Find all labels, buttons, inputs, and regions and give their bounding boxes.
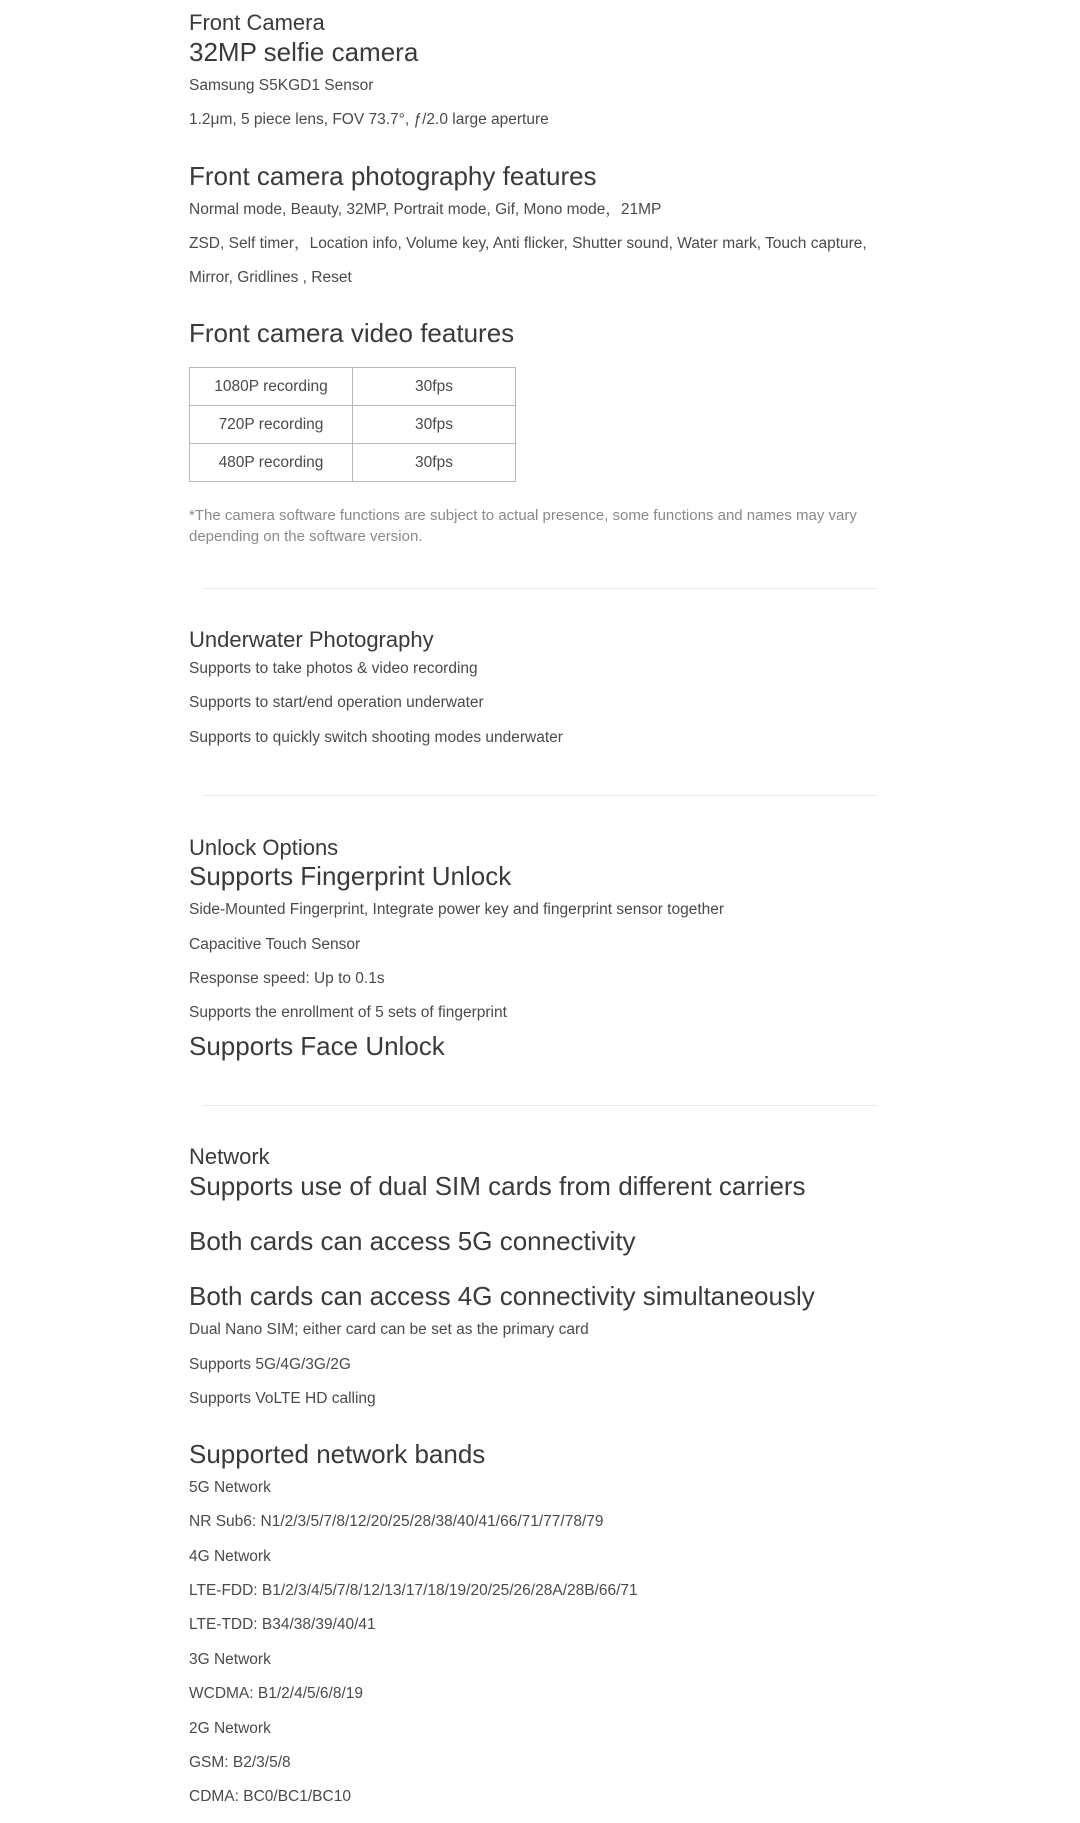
band-line: WCDMA: B1/2/4/5/6/8/19 — [189, 1685, 364, 1702]
camera-disclaimer-note: *The camera software functions are subject to actual presence, some functions and names may vary depending on the software version. — [189, 507, 857, 545]
spec-line: Supports the enrollment of 5 sets of fingerprint — [189, 1004, 507, 1021]
network-bands-heading: Supported network bands — [189, 1439, 486, 1469]
spec-line: Supports VoLTE HD calling — [189, 1390, 376, 1407]
table-cell: 30fps — [353, 444, 516, 482]
band-line: CDMA: BC0/BC1/BC10 — [189, 1788, 351, 1805]
video-features-table — [189, 367, 516, 482]
spec-line: Supports to start/end operation underwater — [189, 694, 484, 711]
band-line: 2G Network — [189, 1720, 271, 1737]
band-line: LTE-TDD: B34/38/39/40/41 — [189, 1616, 376, 1633]
unlock-section-title: Unlock Options — [189, 835, 339, 860]
table-row — [190, 444, 516, 482]
table-cell: 480P recording — [190, 444, 353, 482]
band-line: 3G Network — [189, 1651, 271, 1668]
spec-line: Response speed: Up to 0.1s — [189, 970, 385, 987]
spec-line: Supports to quickly switch shooting modes underwater — [189, 729, 563, 746]
face-unlock-heading: Supports Face Unlock — [189, 1031, 445, 1061]
spec-line: Side-Mounted Fingerprint, Integrate power key and fingerprint sensor together — [189, 901, 725, 918]
table-row — [190, 406, 516, 444]
band-line: LTE-FDD: B1/2/3/4/5/7/8/12/13/17/18/19/20/25/26/28A/28B/66/71 — [189, 1582, 638, 1599]
section-divider — [202, 1105, 878, 1106]
network-heading: Both cards can access 4G connectivity simultaneously — [189, 1281, 815, 1311]
photo-features-heading: Front camera photography features — [189, 161, 597, 191]
band-line: 5G Network — [189, 1479, 271, 1496]
section-divider — [202, 588, 878, 589]
spec-line: Capacitive Touch Sensor — [189, 936, 361, 953]
table-cell: 30fps — [353, 406, 516, 444]
spec-line: Supports to take photos & video recording — [189, 660, 478, 677]
spec-line: Normal mode, Beauty, 32MP, Portrait mode, Gif, Mono mode，21MP — [189, 201, 662, 218]
spec-line: Mirror, Gridlines , Reset — [189, 269, 352, 286]
table-cell: 1080P recording — [190, 368, 353, 406]
spec-line: Dual Nano SIM; either card can be set as the primary card — [189, 1321, 589, 1338]
spec-line: ZSD, Self timer，Location info, Volume key, Anti flicker, Shutter sound, Water mark, Touch capture, — [189, 235, 867, 252]
underwater-section-title: Underwater Photography — [189, 627, 434, 652]
spec-line: 1.2μm, 5 piece lens, FOV 73.7°, ƒ/2.0 large aperture — [189, 111, 549, 128]
table-row — [190, 368, 516, 406]
spec-line: Samsung S5KGD1 Sensor — [189, 77, 374, 94]
network-heading: Supports use of dual SIM cards from different carriers — [189, 1171, 806, 1201]
front-camera-section-title: Front Camera — [189, 10, 325, 35]
spec-line: Supports 5G/4G/3G/2G — [189, 1356, 351, 1373]
front-camera-heading: 32MP selfie camera — [189, 37, 419, 67]
network-heading: Both cards can access 5G connectivity — [189, 1226, 636, 1256]
table-cell: 720P recording — [190, 406, 353, 444]
video-features-heading: Front camera video features — [189, 318, 515, 348]
fingerprint-unlock-heading: Supports Fingerprint Unlock — [189, 861, 512, 891]
band-line: NR Sub6: N1/2/3/5/7/8/12/20/25/28/38/40/41/66/71/77/78/79 — [189, 1513, 604, 1530]
section-divider — [202, 795, 878, 796]
band-line: 4G Network — [189, 1548, 271, 1565]
table-cell: 30fps — [353, 368, 516, 406]
network-section-title: Network — [189, 1144, 270, 1169]
band-line: GSM: B2/3/5/8 — [189, 1754, 291, 1771]
